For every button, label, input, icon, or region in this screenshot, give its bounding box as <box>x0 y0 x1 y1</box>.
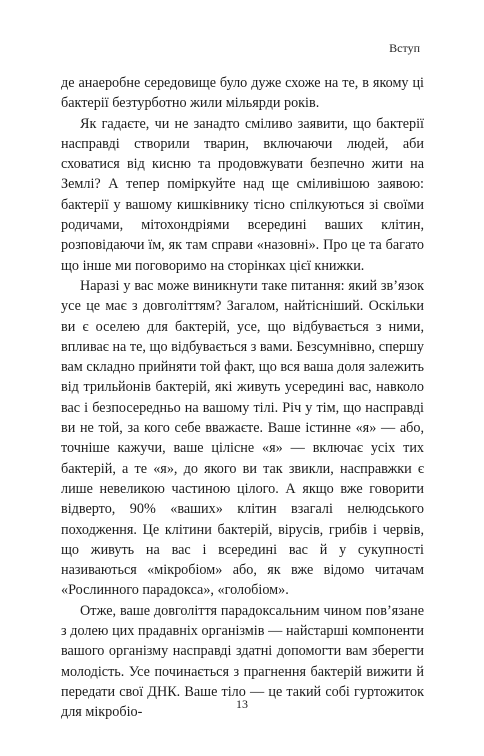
paragraph: Як гадаєте, чи не занадто сміливо заявити, що бактерії насправді створили тварин, включаючи людей, аби сховатися від кисню та продовжувати безпечно жити на Землі? А тепер поміркуйте над ще сміливішою заявою: бактерії у вашому кишківнику тісно спілкуються зі своїми родичами, мітохондріями всередині ваших клітин, розповідаючи їм, як там справи «назовні». Про це та багато що інше ми поговоримо на сторінках цієї книжки. <box>61 115 424 274</box>
page-number: 13 <box>236 697 248 711</box>
paragraph: Отже, ваше довголіття парадоксальним чином пов’язане з долею цих прадавніх організмів — найстарші компоненти вашого організму насправді здатні допомогти вам зберегти молодість. Усе починається з прагнення бактерій вижити й передати свої ДНК. Ваше тіло — це такий собі гуртожиток для мікробіо- <box>61 602 424 721</box>
paragraph: Наразі у вас може виникнути таке питання: який зв’язок усе це має з довголіттям? Загалом, найтісніший. Оскільки ви є оселею для бактерій, усе, що відбувається з ними, впливає на те, що відбувається з вами. Безсумнівно, спершу вам складно прийняти той факт, що вся ваша доля залежить від трильйонів бактерій, які живуть усередині вас, навколо вас і безпосередньо на вашому тілі. Річ у тім, що насправді ви не той, за кого себе вважаєте. Ваше істинне «я» — або, точніше кажучи, ваше цілісне «я» — включає усіх тих бактерій, а те «я», до якого ви так звикли, насправжки є лише невеликою частиною цілого. А якщо вже говорити відверто, 90% «ваших» клітин взагалі нелюдського походження. Це клітини бактерій, вірусів, грибів і червів, що живуть на вас і всередині вас й у сукупності називаються «мікробіом» або, як вже відомо читачам «Рослинного парадокса», «голобіом». <box>61 277 424 599</box>
body-text <box>61 73 424 723</box>
paragraph-continuation: де анаеробне середовище було дуже схоже на те, в якому ці бактерії безтурботно жили мільярди років. <box>61 75 424 112</box>
running-header: Вступ <box>389 41 420 55</box>
